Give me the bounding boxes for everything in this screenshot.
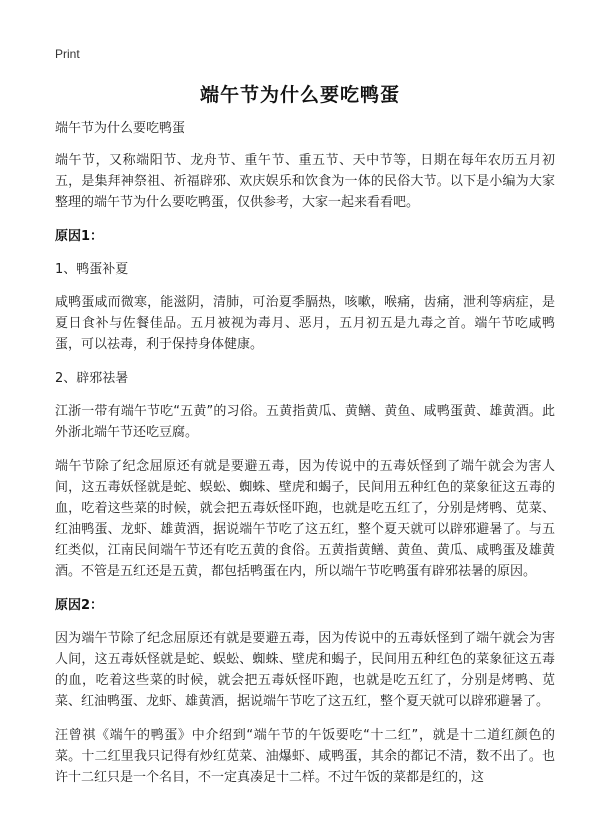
document-title: 端午节为什么要吃鸭蛋 xyxy=(199,84,400,106)
section1-item1-title: 1、鸭蛋补夏 xyxy=(55,262,129,277)
print-link[interactable]: Print xyxy=(55,47,80,61)
section1-item1-text: 咸鸭蛋咸而微寒，能滋阴，清肺，可治夏季膈热，咳嗽，喉痛，齿痛，泄利等病症，是夏日食补与佐餐佳品。五月被视为毒月、恶月，五月初五是九毒之首。端午节吃咸鸭蛋，可以祛毒，利于保持身体健康。 xyxy=(55,295,555,352)
section2-text2: 汪曾祺《端午的鸭蛋》中介绍到“端午节的午饭要吃“十二红”，就是十二道红颜色的菜。十二红里我只记得有炒红苋菜、油爆虾、咸鸭蛋，其余的都记不清，数不出了。也许十二红只是一个名目，不一定真凑足十二样。不过午饭的菜都是红的，这 xyxy=(55,728,555,785)
section1-heading: 原因1： xyxy=(55,229,104,244)
section2-heading: 原因2： xyxy=(55,598,104,613)
section1-item2-text1: 江浙一带有端午节吃“五黄”的习俗。五黄指黄瓜、黄鳝、黄鱼、咸鸭蛋黄、雄黄酒。此外浙北端午节还吃豆腐。 xyxy=(55,404,555,440)
document-body xyxy=(55,118,555,801)
section1-item2-text2: 端午节除了纪念屈原还有就是要避五毒，因为传说中的五毒妖怪到了端午就会为害人间，这五毒妖怪就是蛇、蜈蚣、蜘蛛、壁虎和蝎子，民间用五种红色的菜象征这五毒的血，吃着这些菜的时候，就会把五毒妖怪吓跑，也就是吃五红了，分别是烤鸭、苋菜、红油鸭蛋、龙虾、雄黄酒，据说端午节吃了这五红，整个夏天就可以辟邪避暑了。与五红类似，江南民间端午节还有吃五黄的食俗。五黄指黄鳝、黄鱼、黄瓜、咸鸭蛋及雄黄酒。不管是五红还是五黄，都包括鸭蛋在内，所以端午节吃鸭蛋有辟邪祛暑的原因。 xyxy=(55,459,555,579)
document-subtitle: 端午节为什么要吃鸭蛋 xyxy=(55,121,186,136)
intro-paragraph: 端午节，又称端阳节、龙舟节、重午节、重五节、天中节等，日期在每年农历五月初五，是集拜神祭祖、祈福辟邪、欢庆娱乐和饮食为一体的民俗大节。以下是小编为大家整理的端午节为什么要吃鸭蛋，仅供参考，大家一起来看看吧。 xyxy=(55,153,555,210)
section2-text1: 因为端午节除了纪念屈原还有就是要避五毒，因为传说中的五毒妖怪到了端午就会为害人间，这五毒妖怪就是蛇、蜈蚣、蜘蛛、壁虎和蝎子，民间用五种红色的菜象征这五毒的血，吃着这些菜的时候，就会把五毒妖怪吓跑，也就是吃五红了，分别是烤鸭、苋菜、红油鸭蛋、龙虾、雄黄酒，据说端午节吃了这五红，整个夏天就可以辟邪避暑了。 xyxy=(55,631,555,709)
section1-item2-title: 2、辟邪祛暑 xyxy=(55,371,129,386)
